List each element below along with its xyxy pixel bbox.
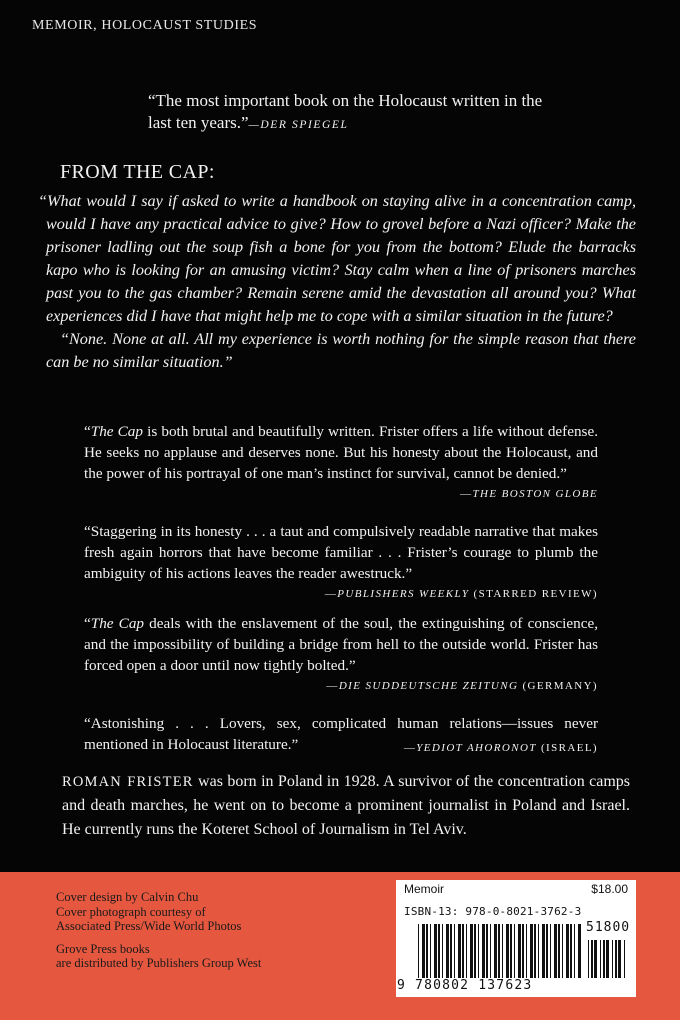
- category-label: MEMOIR, HOLOCAUST STUDIES: [32, 18, 258, 33]
- review-text: “Staggering in its honesty . . . a taut and compulsively readable narrative that makes fresh again horrors that have become familiar . . . Frister’s courage to plumb the ambiguity of his actions leaves the reader awestruck.”: [84, 523, 598, 582]
- review-source: YEDIOT AHORONOT: [416, 742, 537, 754]
- barcode-box: [396, 880, 636, 997]
- review-source: THE BOSTON GLOBE: [472, 488, 598, 500]
- headline-quote-text: “The most important book on the Holocaust written in the last ten years.”: [148, 91, 543, 132]
- credit-line: Grove Press books: [56, 941, 150, 956]
- credit-line: are distributed by Publishers Group West: [56, 956, 262, 970]
- review-source-note: (ISRAEL): [540, 742, 598, 754]
- excerpt-block: [38, 190, 636, 374]
- review-suddeutsche-zeitung: [84, 613, 598, 697]
- barcode-isbn: ISBN-13: 978-0-8021-3762-3: [404, 905, 582, 918]
- barcode-header: [404, 882, 628, 896]
- cover-credits: [56, 890, 261, 971]
- review-attribution: —YEDIOT AHORONOT (ISRAEL): [403, 742, 598, 754]
- headline-quote: [148, 90, 568, 136]
- review-source: DIE SUDDEUTSCHE ZEITUNG: [338, 680, 519, 692]
- barcode-price: $18.00: [591, 882, 628, 896]
- review-yediot-ahoronot: [84, 713, 598, 759]
- excerpt-paragraph-2: “None. None at all. All my experience is worth nothing for the simple reason that there can be no similar situation.”: [46, 330, 636, 371]
- review-source-note: (STARRED REVIEW): [473, 588, 598, 600]
- credit-line: Cover photograph courtesy of: [56, 904, 206, 919]
- review-body: “Astonishing . . . Lovers, sex, complicated human relations—issues never mentioned in Holocaust literature.”: [84, 715, 598, 753]
- review-attribution: —DIE SUDDEUTSCHE ZEITUNG (GERMANY): [326, 680, 598, 692]
- review-boston-globe: [84, 421, 598, 505]
- excerpt-paragraph-1: “What would I say if asked to write a handbook on staying alive in a concentration camp, would I have any practical advice to give? How to grovel before a Nazi officer? Make the prisoner ladling out the soup fish a bone for you from the bottom? Elude the barracks kapo who is looking for an amusing victim? Stay calm when a line of prisoners marches past you to the gas chamber? Remain serene amid the devastation all around you? What experiences did I have that might help me to cope with a similar situation in the future?: [38, 192, 636, 325]
- review-attribution: —THE BOSTON GLOBE: [460, 488, 598, 500]
- review-publishers-weekly: [84, 521, 598, 605]
- review-attribution: —PUBLISHERS WEEKLY (STARRED REVIEW): [324, 588, 598, 600]
- credit-line: Associated Press/Wide World Photos: [56, 919, 242, 933]
- credit-line: Cover design by Calvin Chu: [56, 890, 199, 904]
- review-text: [84, 713, 598, 755]
- headline-quote-source: —DER SPIEGEL: [248, 119, 349, 131]
- barcode-addon: 51800: [586, 920, 631, 935]
- author-name: ROMAN FRISTER: [62, 774, 194, 790]
- review-text: “The Cap deals with the enslavement of the soul, the extinguishing of conscience, and the impossibility of building a bridge from hell to the outside world. Frister has forced open a door until now tightly bolted.”: [84, 615, 598, 674]
- author-bio: [62, 770, 630, 842]
- review-body: is both brutal and beautifully written. Frister offers a life without defense. He seeks no applause and deserves none. But his honesty about the Holocaust, and the power of his portrayal of one man’s instinct for survival, cannot be denied.”: [84, 423, 598, 482]
- review-book-title: The Cap: [90, 615, 145, 632]
- excerpt-title: FROM THE CAP:: [60, 161, 215, 183]
- review-text: “The Cap is both brutal and beautifully written. Frister offers a life without defense. He seeks no applause and deserves none. But his honesty about the Holocaust, and the power of his portrayal of one man’s instinct for survival, cannot be denied.”: [84, 423, 598, 482]
- barcode-category: Memoir: [404, 882, 445, 896]
- author-bio-text: was born in Poland in 1928. A survivor of the concentration camps and death marches, he went on to become a prominent journalist in Poland and Israel. He currently runs the Koteret School of Journalism in Tel Aviv.: [62, 773, 631, 838]
- barcode-number: 9 780802 137623: [397, 978, 533, 993]
- review-source: PUBLISHERS WEEKLY: [337, 588, 470, 600]
- review-source-note: (GERMANY): [522, 680, 598, 692]
- review-book-title: The Cap: [90, 423, 143, 440]
- review-body: deals with the enslavement of the soul, the extinguishing of conscience, and the impossibility of building a bridge from hell to the outside world. Frister has forced open a door until now tightly bolted.”: [84, 615, 598, 674]
